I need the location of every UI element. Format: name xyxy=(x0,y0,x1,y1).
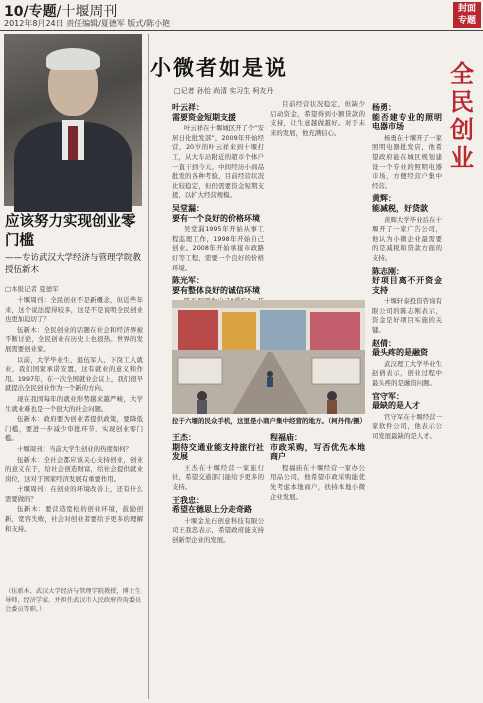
market-photo xyxy=(172,300,365,414)
interview-paragraph: 伍新木：全社会都应该关心支持创业，创业的意义在于，给社会创造财富，给社会提供就业岗位，这对于国家经济发展有重要作用。 xyxy=(5,455,143,483)
body-text: 目前经营状况稳定，但缺少启动资金，希望得到小额贷款的支持，让生意越做越好。对于未来的发展，他充满信心。 xyxy=(270,100,365,137)
article-column-2 xyxy=(172,100,264,296)
lower-column-1 xyxy=(172,430,264,692)
side-interview-column xyxy=(5,296,143,586)
column-divider xyxy=(148,34,149,699)
page-meta: 2012年8月24日 责任编辑/夏德军 版式/陈小艳 xyxy=(4,19,171,28)
paper-name: /十堰周刊 xyxy=(56,4,118,20)
interview-paragraph: 十堰周刊：在创业的环境改善上，还有什么需要做的？ xyxy=(5,485,143,503)
section-name: 专题 xyxy=(28,4,57,20)
portrait-photo xyxy=(4,34,142,206)
interviewee-name: 程福庙： xyxy=(270,433,302,442)
interviewee-name: 官守军： xyxy=(372,391,404,401)
subhead: 要有一个良好的价格环境 xyxy=(172,213,260,223)
article-column-4 xyxy=(372,100,442,692)
page-number: 10/ xyxy=(4,4,29,20)
section-tag-line2: 专题 xyxy=(457,16,476,26)
main-title: 小微者如是说 xyxy=(150,55,288,80)
interviewee-name: 王杰： xyxy=(172,433,196,442)
body-text: 程福庙在十堰经营一家办公用品公司，他希望市政采购能优先考虑本地商户，扶持本地小微企业发展。 xyxy=(270,463,365,501)
bio-note: （伍新木，武汉大学经济与管理学院教授，博士生导师，经济学家。并担任武汉市人民政府咨询委员会委员等职。） xyxy=(5,588,142,613)
interviewee-name: 赵倩： xyxy=(372,338,396,348)
interview-paragraph: 现在我国每年的就业形势越来越严峻，大学生就业难也是一个很大的社会问题。 xyxy=(5,394,143,413)
interviewee-name: 叶云祥： xyxy=(172,103,204,112)
page-header xyxy=(0,0,483,30)
body-text: 叶云祥在十堰城区开了个“安居日化批发部”，2009年开始经营，20岁的叶云祥来到十堰打工，从大车站附近的超市个体户一直干到今天。中间经历小商品批发的各种考验，目前经营状况比较稳定，但仍需要资金短期支援，以扩大经营规模。 xyxy=(172,124,264,200)
lower-column-2 xyxy=(270,430,365,692)
body-text: 吴堂漏1995年开始从事工程监理工作，1998年开始自己创业。2008年开始承接市政路灯等工程，需要一个良好的价格环境。 xyxy=(172,225,264,272)
market-photo-illustration xyxy=(172,300,365,414)
body-text: 黄辉大学毕业后在十堰开了一家广告公司，他认为小微企业最需要的是减税和贷款方面的支持。 xyxy=(372,215,442,262)
subhead: 能减税，好贷款 xyxy=(372,203,428,213)
subhead: 好项目离不开资金支持 xyxy=(372,276,442,295)
section-tag xyxy=(453,2,481,28)
side-subhead: ——专访武汉大学经济与管理学院教授伍新木 xyxy=(5,253,142,275)
subhead: 要有整体良好的诚信环境 xyxy=(172,285,260,295)
body-text: 十堰金龙石创意科技有限公司王我忠表示，希望政府能支持创新型企业的发展。 xyxy=(172,516,264,544)
body-text: 王杰在十堰经营一家旅行社，希望交通部门能给予更多的支持。 xyxy=(172,463,264,491)
body-text: 武汉理工大学毕业生赵倩表示，创业过程中最头疼的是融资问题。 xyxy=(372,359,442,388)
interview-paragraph: 十堰周刊：全民创业不是新概念，但近些年来，这个说法提得较多，这是不是说明全民创业也更加迫切了？ xyxy=(5,296,143,324)
vertical-title: 全民创业 xyxy=(450,59,474,172)
body-text: 官守军在十堰经营一家软件公司，他表示公司发展最缺的是人才。 xyxy=(372,412,442,440)
subhead: 期待交通业能支持旅行社发展 xyxy=(172,442,264,462)
subhead: 最缺的是人才 xyxy=(372,401,420,411)
interview-paragraph: 十堰周刊：当前大学生创业的热度如何？ xyxy=(17,444,133,453)
article-column-3 xyxy=(270,100,365,296)
photo-caption: 拉于六堰的民众手机，这里是小商户集中经营的地方。（柯丹伟/摄） xyxy=(172,417,367,425)
side-reporter: □本报记者 夏德军 xyxy=(5,285,59,293)
interview-paragraph: 伍新木：政府要为创业者提供政策，要降低门槛，要进一步减少审批环节，实现创业零门槛。 xyxy=(5,415,143,443)
subhead: 市政采购，写否优先本地商户 xyxy=(270,442,365,462)
interviewee-name: 王我忠： xyxy=(172,495,204,505)
interview-paragraph: 以前，大学毕业生、退伍军人、下岗工人就业，我们国家承诺安置，这有就业的意义和作用。1997年，在一次全国就业会议上，我们很早就提出全民创业作为一个新的方向。 xyxy=(5,355,143,393)
side-headline: 应该努力实现创业零门槛 xyxy=(5,213,136,249)
body-text: 十堰轩泰投资咨询有限公司的陈志刚表示，资金是好项目实施的关键。 xyxy=(372,297,442,335)
subhead: 能否建专业的照明电器市场 xyxy=(372,112,442,132)
body-text: 杨勇在十堰开了一家照明电器批发店，他希望政府能在城区规划建设一个专业的照明电器市场，方便经营户集中经营。 xyxy=(372,133,442,190)
interviewee-name: 陈光军： xyxy=(172,276,204,286)
subhead: 希望在德思上分走奇路 xyxy=(172,505,252,515)
section-tag-line1: 封面 xyxy=(457,4,476,14)
header-rule xyxy=(0,30,483,31)
reporters-line: □记者 孙怡 尚清 实习生 柯友丹 xyxy=(174,87,274,95)
interviewee-name: 陈志刚： xyxy=(372,266,404,276)
interviewee-name: 黄辉： xyxy=(372,194,396,204)
subhead: 最头疼的是融资 xyxy=(372,348,428,358)
interviewee-name: 杨勇： xyxy=(372,103,396,112)
interviewee-name: 吴堂漏： xyxy=(172,203,204,213)
interview-paragraph: 伍新木：要营造宽松的创业环境，鼓励创新，宽容失败，社会对创业者要给予更多的理解和支持。 xyxy=(5,505,143,533)
subhead: 需要资金短期支援 xyxy=(172,112,236,122)
interview-paragraph: 伍新木：全民创业的话题在社会和经济界被不断讨论，全民创业在历史上也很热。世界的发展需要创业家。 xyxy=(5,325,143,353)
